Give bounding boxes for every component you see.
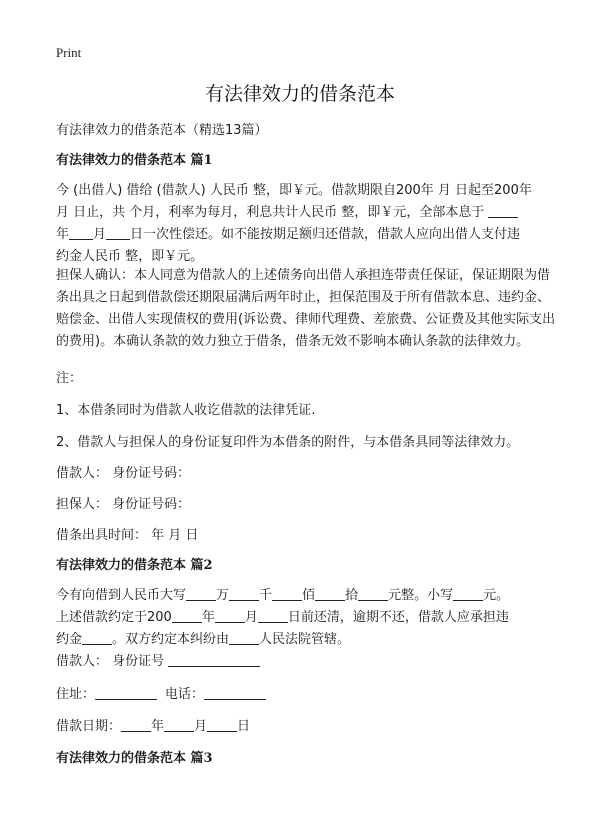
unit-wan: 万 [216, 588, 230, 603]
blank-field [164, 717, 194, 732]
section1-note-label: 注： [56, 371, 83, 386]
blank-field [215, 608, 245, 623]
section2-line1-text: 今有向借到人民币大写 [56, 588, 187, 603]
section2-line2-month: 月 [244, 610, 258, 625]
section2-date-line [56, 716, 556, 738]
blank-field [69, 225, 93, 240]
section2-line3-mid: 。双方约定本纠纷由 [112, 632, 230, 647]
section1-para1-year: 年 [56, 227, 70, 242]
section1-paragraph1 [56, 180, 556, 268]
section1-note2: 2、借款人与担保人的身份证复印件为本借条的附件，与本借条具同等法律效力。 [56, 435, 520, 450]
section1-para1-line1: 今 (出借人) 借给 (借款人) 人民币 整，即￥元。借款期限自200年 月 日起至200年 [56, 183, 532, 198]
unit-bai: 佰 [302, 588, 316, 603]
section2-line3-text: 约金 [56, 632, 83, 647]
section1-para1-line2-text: 月 日止，共 个月，利率为每月，利息共计人民币 整，即￥元，全部本息于 [56, 205, 485, 220]
blank-field [168, 652, 260, 667]
section1-para1-month: 月 [93, 227, 107, 242]
section2-line2-text: 上述借款约定于200 [56, 610, 172, 625]
blank-field [488, 203, 518, 218]
blank-field [172, 608, 202, 623]
section1-note1: 1、本借条同时为借款人收讫借款的法律凭证. [56, 403, 316, 418]
section2-line1-small: 元整。小写 [388, 588, 454, 603]
unit-shi: 拾 [345, 588, 359, 603]
address-label: 住址： [56, 687, 96, 702]
blank-field [258, 608, 288, 623]
section2-heading: 有法律效力的借条范本 篇2 [56, 558, 213, 573]
section3-heading: 有法律效力的借条范本 篇3 [56, 751, 213, 766]
section2-line1 [56, 585, 556, 607]
section1-borrower: 借款人： 身份证号码： [56, 466, 191, 481]
section2-borrower-label: 借款人： 身份证号 [56, 654, 165, 669]
phone-label: 电话： [165, 687, 205, 702]
section1-paragraph2: 担保人确认：本人同意为借款人的上述债务向出借人承担连带责任保证，保证期限为借条出具之日起到借款偿还期限届满后两年时止，担保范围及于所有借款本息、违约金、赔偿金、出借人实现债权的费用(诉讼费、律师代理费、差旅费、公证费及其他实际支出的费用)。本确认条款的效力独立于借条，借条无效不影响本确认条款的法律效力。 [56, 268, 556, 349]
blank-field [186, 586, 216, 601]
section2-line3-end: 人民法院管辖。 [259, 632, 351, 647]
section1-para1-line3 [56, 224, 556, 246]
section1-guarantor: 担保人： 身份证号码： [56, 497, 191, 512]
date-month: 月 [194, 719, 208, 734]
section1-para1-line2 [56, 202, 556, 224]
blank-field [95, 685, 157, 700]
section2-line2 [56, 607, 556, 629]
section2-line2-year: 年 [201, 610, 215, 625]
section1-issue-time: 借条出具时间： 年 月 日 [56, 528, 199, 543]
date-year: 年 [151, 719, 165, 734]
blank-field [106, 225, 130, 240]
print-label: Print [56, 45, 82, 60]
section2-line2-rest: 日前还清，逾期不还，借款人应承担违 [287, 610, 509, 625]
blank-field [229, 630, 259, 645]
blank-field [229, 586, 259, 601]
blank-field [204, 685, 266, 700]
document-subtitle: 有法律效力的借条范本（精选13篇） [56, 123, 268, 138]
section2-line1-end: 元。 [483, 588, 510, 603]
section1-heading: 有法律效力的借条范本 篇1 [56, 153, 213, 168]
blank-field [315, 586, 345, 601]
section2-address-line [56, 684, 556, 706]
blank-field [207, 717, 237, 732]
section2-line3 [56, 629, 556, 651]
blank-field [453, 586, 483, 601]
section1-para1-line3-text: 日一次性偿还。如不能按期足额归还借款，借款人应向出借人支付违 [130, 227, 521, 242]
blank-field [358, 586, 388, 601]
section2-paragraph [56, 585, 556, 651]
blank-field [272, 586, 302, 601]
section2-borrower [56, 651, 556, 673]
page-title: 有法律效力的借条范本 [204, 83, 395, 105]
section1-para1-line4: 约金人民币 整，即￥元。 [56, 249, 204, 264]
unit-qian: 千 [259, 588, 273, 603]
date-day: 日 [237, 719, 251, 734]
date-label: 借款日期： [56, 719, 122, 734]
blank-field [121, 717, 151, 732]
blank-field [82, 630, 112, 645]
